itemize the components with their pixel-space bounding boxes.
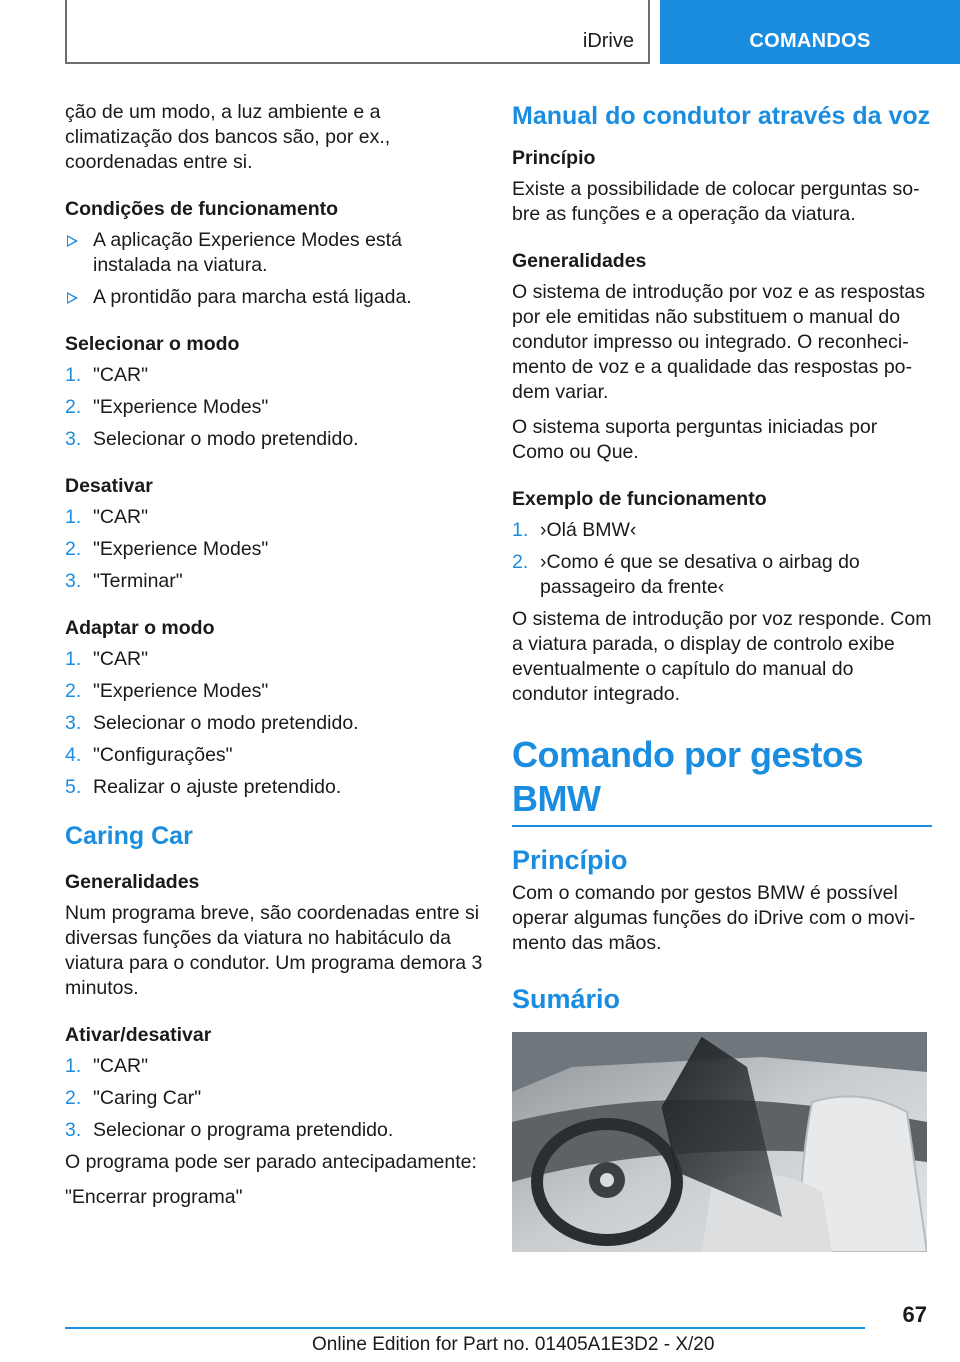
list-item: 3. Selecionar o modo pretendido. — [65, 712, 359, 734]
left-column — [65, 100, 485, 1210]
caring-car-general-heading: Generalidades — [65, 871, 200, 893]
list-item: 2. "Experience Modes" — [65, 396, 269, 418]
select-mode-steps — [65, 363, 485, 452]
gesture-control-heading: Comando por gestos BMW — [512, 733, 932, 827]
list-item: A aplicação Experience Modes está instalada na viatura. — [65, 228, 485, 278]
header-chapter-tab[interactable] — [660, 0, 960, 64]
caring-car-toggle-steps — [65, 1054, 485, 1143]
voice-general-text-1: O sistema de introdução por voz e as respostas por ele emitidas não substituem o manual do condutor impresso ou integrado. O reconhecimento de voz e a qualidade das respostas podem variar. — [512, 281, 925, 403]
triangle-bullet-icon — [67, 235, 78, 247]
intro-paragraph: ção de um modo, a luz ambiente e a climatização dos bancos são, por ex., coordenadas entre si. — [65, 101, 391, 173]
list-item: 2. "Experience Modes" — [65, 538, 269, 560]
footer-rule — [65, 1327, 865, 1329]
caring-car-stop-text: O programa pode ser parado antecipadamente: — [65, 1151, 477, 1173]
gesture-principle-text: Com o comando por gestos BMW é possível operar algumas funções do iDrive com o movimento das mãos. — [512, 882, 916, 954]
list-item: 3. Selecionar o programa pretendido. — [65, 1119, 394, 1141]
adapt-mode-steps — [65, 647, 485, 800]
right-column — [512, 100, 932, 1252]
deactivate-heading: Desativar — [65, 475, 153, 497]
adapt-mode-heading: Adaptar o modo — [65, 617, 215, 639]
list-item: 2. ›Como é que se desativa o airbag do passageiro da frente‹ — [512, 551, 860, 598]
conditions-list — [65, 228, 485, 310]
list-item: 1. "CAR" — [65, 648, 149, 670]
caring-car-general-text: Num programa breve, são coordenadas entre si diversas funções da viatura no habitáculo da viatura para o condutor. Um programa demora 3 minutos. — [65, 902, 483, 999]
voice-principle-text: Existe a possibilidade de colocar perguntas sobre as funções e a operação da viatura. — [512, 178, 920, 225]
page-number: 67 — [902, 1302, 927, 1327]
select-mode-heading: Selecionar o modo — [65, 333, 240, 355]
voice-general-heading: Generalidades — [512, 250, 647, 272]
caring-car-stop-command: "Encerrar programa" — [65, 1186, 243, 1208]
gesture-summary-heading: Sumário — [512, 984, 621, 1014]
list-item: 2. "Experience Modes" — [65, 680, 269, 702]
list-item: 3. Selecionar o modo pretendido. — [65, 428, 359, 450]
list-item: 1. ›Olá BMW‹ — [512, 519, 637, 541]
voice-manual-heading: Manual do condutor através da voz — [512, 102, 931, 130]
list-item: 4. "Configurações" — [65, 744, 233, 766]
voice-principle-heading: Princípio — [512, 147, 596, 169]
voice-general-text-2: O sistema suporta perguntas iniciadas por Como ou Que. — [512, 416, 878, 463]
triangle-bullet-icon — [67, 292, 78, 304]
voice-example-text: O sistema de introdução por voz responde. Com a viatura parada, o display de controlo exibe eventualmente o capítulo do manual do condutor integrado. — [512, 608, 932, 705]
list-item: 2. "Caring Car" — [65, 1087, 202, 1109]
gesture-principle-heading: Princípio — [512, 845, 628, 875]
conditions-heading: Condições de funcionamento — [65, 198, 339, 220]
list-item: A prontidão para marcha está ligada. — [65, 285, 485, 310]
header-section-box — [65, 0, 650, 64]
list-item: 5. Realizar o ajuste pretendido. — [65, 776, 342, 798]
voice-example-heading: Exemplo de funcionamento — [512, 488, 767, 510]
footer-edition: Online Edition for Part no. 01405A1E3D2 - X/20 — [312, 1334, 715, 1355]
caring-car-heading: Caring Car — [65, 822, 193, 850]
list-item: 1. "CAR" — [65, 1055, 149, 1077]
voice-example-steps — [512, 518, 932, 600]
car-interior-gesture-photo — [512, 1032, 927, 1252]
page-header — [0, 0, 960, 66]
list-item: 1. "CAR" — [65, 364, 149, 386]
header-section-label: iDrive — [582, 30, 634, 52]
caring-car-toggle-heading: Ativar/desativar — [65, 1024, 212, 1046]
list-item: 3. "Terminar" — [65, 570, 183, 592]
list-item: 1. "CAR" — [65, 506, 149, 528]
header-chapter-label: COMANDOS — [749, 30, 871, 52]
deactivate-steps — [65, 505, 485, 594]
